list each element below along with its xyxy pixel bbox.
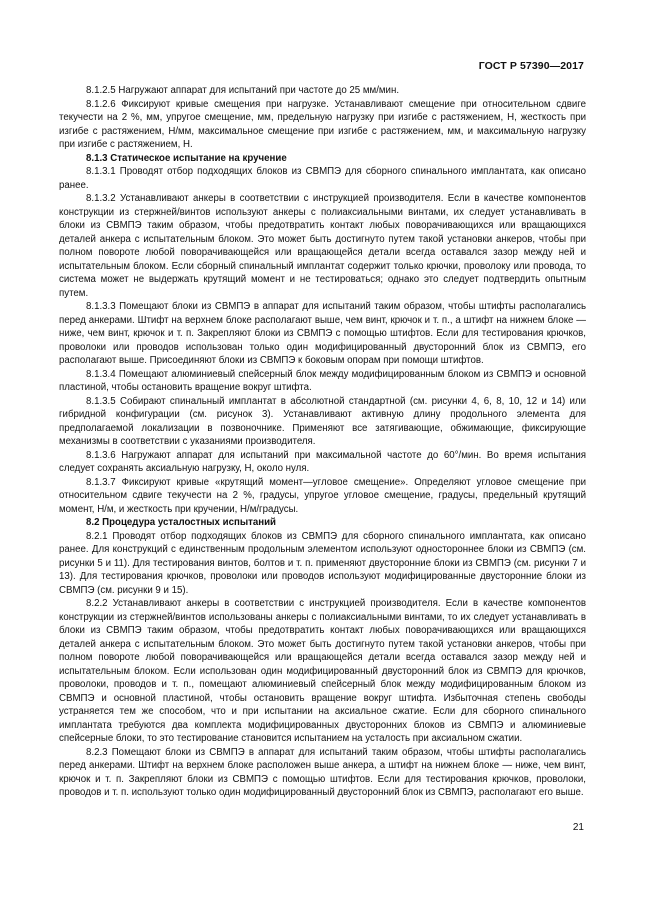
paragraph-8-2-2: 8.2.2 Устанавливают анкеры в соответствии с инструкцией производителя. Если в качестве компонентов конструкции из стержней/винтов использованы анкеры с полиаксиальными винтами, то их следует устанавливать в блоки из СВМПЭ таким образом, чтобы предотвратить контакт любых поворачивающихся или вращающихся деталей анкера с испытательным блоком. Это может быть достигнуто путем такой установки анкеров, чтобы при полном повороте любой поворачивающейся или вращающейся детали всегда оставался зазор между ней и испытательным блоком. Если использован один модифицированный двусторонний блок из СВМПЭ для крючков, проволоки, проводов и т. п., помещают алюминиевый спейсерный блок между модифицированным блоком из СВМПЭ и основной пластиной, чтобы остановить вращение вокруг штифта. Избыточная степень свободы устраняется тем же способом, что и при испытании на аксиальное сжатие. Если для сборного спинального имплантата требуются два комплекта модифицированных двусторонних блоков из СВМПЭ и алюминиевые спейсерные блоки, то это тестирование становится испытанием на усталость при аксиальном сжатии. — [59, 598, 586, 744]
section-heading-8-2: 8.2 Процедура усталостных испытаний — [86, 517, 277, 528]
paragraph-8-1-3-2: 8.1.3.2 Устанавливают анкеры в соответствии с инструкцией производителя. Если в качестве компонентов конструкции из стержней/винтов используют анкеры с полиаксиальными винтами, их следует устанавливать в блоки из СВМПЭ таким образом, чтобы предотвратить контакт любых поворачивающихся или вращающихся деталей анкера с испытательным блоком. Это может быть достигнуто путем такой установки анкеров, чтобы при полном повороте любой поворачивающейся или вращающейся детали всегда оставался зазор между ней и испытательным блоком. Если сборный спинальный имплантат содержит только крючки, проволоку или провода, то система может не выдержать крутящий момент и не тестироваться; однако это следует подтвердить опытным путем. — [59, 193, 586, 299]
paragraph-8-2-1: 8.2.1 Проводят отбор подходящих блоков из СВМПЭ для сборного спинального имплантата, как описано ранее. Для конструкций с единственным продольным элементом используют одностороннее блоки из СВМПЭ (см. рисунки 5 и 11). Для тестирования винтов, болтов и т. п. применяют двусторонние блоки из СВМПЭ (см. рисунки 7 и 13). Для тестирования крючков, проволоки или проводов используют модифицированные двусторонние блоки из СВМПЭ (см. рисунки 9 и 15). — [59, 530, 586, 596]
paragraph-8-1-3-6: 8.1.3.6 Нагружают аппарат для испытаний при максимальной частоте до 60°/мин. Во время испытания следует сохранять аксиальную нагрузку, Н, около нуля. — [59, 449, 586, 474]
page-number: 21 — [572, 822, 584, 833]
page-body — [59, 84, 586, 800]
paragraph-8-1-2-5: 8.1.2.5 Нагружают аппарат для испытаний при частоте до 25 мм/мин. — [86, 85, 400, 96]
paragraph-8-1-3-3: 8.1.3.3 Помещают блоки из СВМПЭ в аппарат для испытаний таким образом, чтобы штифты располагались перед анкерами. Штифт на верхнем блоке располагают выше, чем винт, крючок и т. п., а штифт на нижнем блоке — ниже, чем винт, крючок и т. п. Закрепляют блоки из СВМПЭ с помощью штифтов. Если для тестирования крючков, проволоки или проводов использован только один модифицированный двусторонний блок из СВМПЭ, его располагают выше. Присоединяют блоки из СВМПЭ к боковым опорам при помощи штифтов. — [59, 301, 586, 366]
paragraph-8-1-3-7: 8.1.3.7 Фиксируют кривые «крутящий момент—угловое смещение». Определяют угловое смещение при относительном сдвиге текучести на 2 %, градусы, упругое угловое смещение, градусы, предельный крутящий момент, Н/м, и жесткость при кручении, Н/м/градусы. — [59, 476, 586, 515]
paragraph-8-2-3: 8.2.3 Помещают блоки из СВМПЭ в аппарат для испытаний таким образом, чтобы штифты располагались перед анкерами. Штифт на верхнем блоке расположен выше анкера, а штифт на нижнем блоке — ниже, чем винт, крючок и т. п. Закрепляют блоки из СВМПЭ с помощью штифтов. Если для тестирования крючков, проволоки, проводов и т. п. используют только один модифицированный двусторонний блок из СВМПЭ, располагают его выше. — [59, 746, 586, 798]
paragraph-8-1-3-1: 8.1.3.1 Проводят отбор подходящих блоков из СВМПЭ для сборного спинального имплантата, как описано ранее. — [59, 166, 586, 191]
document-id: ГОСТ Р 57390—2017 — [478, 60, 584, 72]
paragraph-8-1-3-4: 8.1.3.4 Помещают алюминиевый спейсерный блок между модифицированным блоком из СВМПЭ и основной пластиной, чтобы остановить вращение вокруг штифта. — [59, 368, 586, 393]
section-heading-8-1-3: 8.1.3 Статическое испытание на кручение — [86, 152, 287, 164]
paragraph-8-1-3-5: 8.1.3.5 Собирают спинальный имплантат в абсолютной стандартной (см. рисунки 4, 6, 8, 10, 12 и 14) или гибридной конфигурации (см. рисунок 3). Устанавливают активную длину продольного элемента для предполагаемой локализации в позвоночнике. Применяют все затягивающие, обжимающие, фиксирующие механизмы в соответствии с указаниями производителя. — [59, 395, 586, 447]
paragraph-8-1-2-6: 8.1.2.6 Фиксируют кривые смещения при нагрузке. Устанавливают смещение при относительном сдвиге текучести на 2 %, мм, упругое смещение, мм, предельную нагрузку при изгибе с растяжением, Н, жесткость при изгибе с растяжением, Н/мм, максимальное смещение при изгибе с растяжением, мм, и максимальную нагрузку при изгибе с растяжением, Н. — [59, 98, 586, 150]
